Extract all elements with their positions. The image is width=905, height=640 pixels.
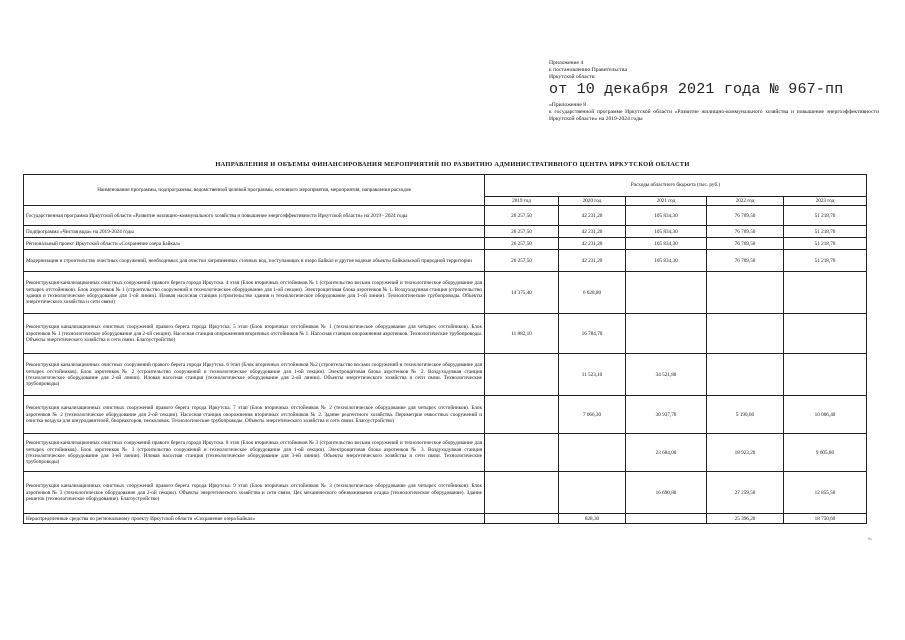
value-cell: 10 006,40 xyxy=(784,396,867,434)
value-cell: 18 923,20 xyxy=(707,434,784,472)
value-cell: 23 684,00 xyxy=(626,434,707,472)
table-header-row xyxy=(24,175,867,197)
value-cell xyxy=(707,272,784,314)
value-cell: 16 784,70 xyxy=(559,314,626,354)
name-column-header: Наименование программы, подпрограммы, ведомственной целевой программы, основного мероприятия, мероприятия, направления расходов xyxy=(24,175,485,206)
value-cell xyxy=(626,514,707,524)
value-cell: 105 834,30 xyxy=(626,226,707,238)
value-cell xyxy=(485,434,559,472)
value-cell xyxy=(559,472,626,514)
value-cell xyxy=(485,472,559,514)
value-cell: 105 834,30 xyxy=(626,206,707,226)
program-appendix-ref: к государственной программе Иркутской области «Развитие жилищно-коммунального хозяйства и повышение энергоэффективности Иркутской области» на 2019-2024 годы xyxy=(549,109,879,122)
row-name-cell: Региональный проект Иркутской области «Сохранение озера Байкал» xyxy=(24,238,485,250)
table-row xyxy=(24,272,867,314)
value-cell: 26 257,50 xyxy=(485,206,559,226)
value-cell xyxy=(626,272,707,314)
value-cell: 26 257,50 xyxy=(485,238,559,250)
value-cell: 76 769,50 xyxy=(707,226,784,238)
appendix-ref: к постановлению Правительства xyxy=(549,67,627,73)
value-cell: 27 259,50 xyxy=(707,472,784,514)
closing-quote-mark: ». xyxy=(868,536,873,542)
value-cell: 30 937,70 xyxy=(626,396,707,434)
budget-column-header: Расходы областного бюджета (тыс. руб.) xyxy=(485,175,867,197)
value-cell: 11 523,10 xyxy=(559,354,626,396)
year-header: 2023 год xyxy=(784,197,867,206)
row-name-cell: Государственная программа Иркутской области «Развитие жилищно-коммунального хозяйства и повышение энергоэффективности Иркутской области» на 2019 - 2024 годы xyxy=(24,206,485,226)
table-row xyxy=(24,226,867,238)
table-row xyxy=(24,206,867,226)
value-cell xyxy=(626,314,707,354)
row-name-cell: Нераспределенные средства по региональному проекту Иркутской области «Сохранение озера Байкал» xyxy=(24,514,485,524)
appendix-header xyxy=(549,60,879,123)
year-header: 2019 год xyxy=(485,197,559,206)
value-cell: 14 375,40 xyxy=(485,272,559,314)
row-name-cell: Реконструкция канализационных очистных сооружений правого берега города Иркутска. 9 этап (Блок вторичных отстойников № 3 (технологическое оборудование для четырех отстойников). Блок аэротенков № 3 (технологическое оборудование для 2-ой секции). Объекты энергетического хозяйства и сети связи. Цех механического обезвоживания осадка (технологическое оборудование). Здание решеток (технологическое оборудование). Благоустройство) xyxy=(24,472,485,514)
value-cell: 34 521,80 xyxy=(626,354,707,396)
document-title: НАПРАВЛЕНИЯ И ОБЪЕМЫ ФИНАНСИРОВАНИЯ МЕРОПРИЯТИЙ ПО РАЗВИТИЮ АДМИНИСТРАТИВНОГО ЦЕНТРА ИРКУТСКОЙ ОБЛАСТИ xyxy=(215,161,690,168)
value-cell xyxy=(559,434,626,472)
row-name-cell: Реконструкция канализационных очистных сооружений правого берега города Иркутска. 7 этап (Блок вторичных отстойников № 2 (технологическое оборудование для четырех отстойников). Блок аэротенков № 2 (технологическое оборудование для 2-ой секции). Насосная станция опорожнения вторичных отстойников № 2. Здание реагентного хозяйства. Периметрие емкостных сооружений и очистка воздуха для шнуродавителей, биореакторов, песколовок. Технологические трубопроводы. Объекты энергетического хозяйства и сети связи. Благоустройство) xyxy=(24,396,485,434)
value-cell: 51 218,70 xyxy=(784,238,867,250)
value-cell: 7 066,30 xyxy=(559,396,626,434)
value-cell: 76 769,50 xyxy=(707,250,784,272)
value-cell: 26 257,50 xyxy=(485,226,559,238)
value-cell: 26 257,50 xyxy=(485,250,559,272)
appendix-number: Приложение 4 xyxy=(549,60,584,66)
table-row xyxy=(24,314,867,354)
decree-date-number: от 10 декабря 2021 года № 967-пп xyxy=(549,81,844,98)
value-cell: 6 028,80 xyxy=(559,272,626,314)
value-cell: 16 690,80 xyxy=(626,472,707,514)
year-header: 2021 год xyxy=(626,197,707,206)
table-row xyxy=(24,238,867,250)
value-cell: 51 218,70 xyxy=(784,226,867,238)
year-header: 2022 год xyxy=(707,197,784,206)
value-cell: 11 882,10 xyxy=(485,314,559,354)
row-name-cell: Реконструкция канализационных очистных сооружений правого берега города Иркутска. 5 этап (Блок вторичных отстойников № 1 (технологическое оборудование для четырех отстойников). Блок аэротенков № 1 (технологическое оборудование для 2-ой секции). Насосная станция опорожнения вторичных отстойников № 1. Насосная станция опорожнения аэротенков. Технологические трубопроводы. Объекты энергетического хозяйства и сети связи. Благоустройство) xyxy=(24,314,485,354)
value-cell: 828,30 xyxy=(559,514,626,524)
value-cell: 25 396,20 xyxy=(707,514,784,524)
value-cell xyxy=(784,354,867,396)
value-cell: 12 855,50 xyxy=(784,472,867,514)
value-cell: 5 190,60 xyxy=(707,396,784,434)
value-cell xyxy=(784,272,867,314)
value-cell: 51 218,70 xyxy=(784,250,867,272)
table-row xyxy=(24,396,867,434)
value-cell: 105 834,30 xyxy=(626,238,707,250)
value-cell: 51 218,70 xyxy=(784,206,867,226)
value-cell xyxy=(784,314,867,354)
table-row xyxy=(24,514,867,524)
value-cell: 76 769,50 xyxy=(707,238,784,250)
table-row xyxy=(24,250,867,272)
row-name-cell: Реконструкция канализационных очистных сооружений правого берега города Иркутска. 4 этап (Блок вторичных отстойников № 1 (строительство восьми сооружений и технологическое оборудование для четырех отстойников). Блок аэротенков № 1 (строительство сооружений и технологическое оборудование для 1-ой секции). Электрощитовая блока аэротенков № 1. Воздуходувная станция (строительство здания и технологическое оборудование для 1-ой линии). Иловая насосная станция (строительство здания и технологическое оборудование для 1-ой линии). Технологические трубопроводы. Объекты энергетического хозяйства и сети связи) xyxy=(24,272,485,314)
value-cell: 9 605,80 xyxy=(784,434,867,472)
value-cell: 42 231,20 xyxy=(559,250,626,272)
program-appendix-number: «Приложение 8 xyxy=(549,102,587,108)
year-header: 2020 год xyxy=(559,197,626,206)
value-cell: 42 231,20 xyxy=(559,238,626,250)
financing-table xyxy=(23,174,867,524)
appendix-region: Иркутской области xyxy=(549,74,595,80)
table-row xyxy=(24,472,867,514)
value-cell: 18 750,60 xyxy=(784,514,867,524)
row-name-cell: Реконструкция канализационных очистных сооружений правого берега города Иркутска. 6 этап (Блок вторичных отстойников №2 (строительство восьми сооружений и технологическое оборудование для четырех отстойников). Блок аэротенков № 2 (строительство сооружений и технологическое оборудование для 1-ой секции). Электрощитовая блока аэротенков № 2. Воздуходувная станция (технологическое оборудование для 2-ой линии). Иловая насосная станция (технологическое оборудование для 2-ой линии). Объекты энергетического хозяйства и сети связи. Технологические трубопроводы) xyxy=(24,354,485,396)
table-row xyxy=(24,434,867,472)
value-cell xyxy=(485,396,559,434)
value-cell xyxy=(485,514,559,524)
value-cell: 42 231,20 xyxy=(559,206,626,226)
value-cell xyxy=(485,354,559,396)
value-cell: 76 769,50 xyxy=(707,206,784,226)
row-name-cell: Подпрограмма «Чистая вода» на 2019-2024 годы xyxy=(24,226,485,238)
value-cell: 105 834,30 xyxy=(626,250,707,272)
table-row xyxy=(24,354,867,396)
row-name-cell: Модернизация и строительство очистных сооружений, необходимых для очистки загрязненных сточных вод, поступающих в озеро Байкал и другие водные объекты Байкальской природной территории xyxy=(24,250,485,272)
value-cell xyxy=(707,354,784,396)
value-cell: 42 231,20 xyxy=(559,226,626,238)
row-name-cell: Реконструкция канализационных очистных сооружений правого берега города Иркутска. 8 этап (Блок вторичных отстойников № 3 (строительство восьми сооружений и технологическое оборудование для четырех отстойников). Блок аэротенков № 3 (строительство сооружений и технологическое оборудование для 1-ой секции). Электрощитовая блока аэротенков № 3. Воздуходувная станция (технологическое оборудование для 3-ей линии). Иловая насосная станция (технологическое оборудование для 3-ей линии). Объекты энергетического хозяйства и сети связи. Технологические трубопроводы) xyxy=(24,434,485,472)
value-cell xyxy=(707,314,784,354)
